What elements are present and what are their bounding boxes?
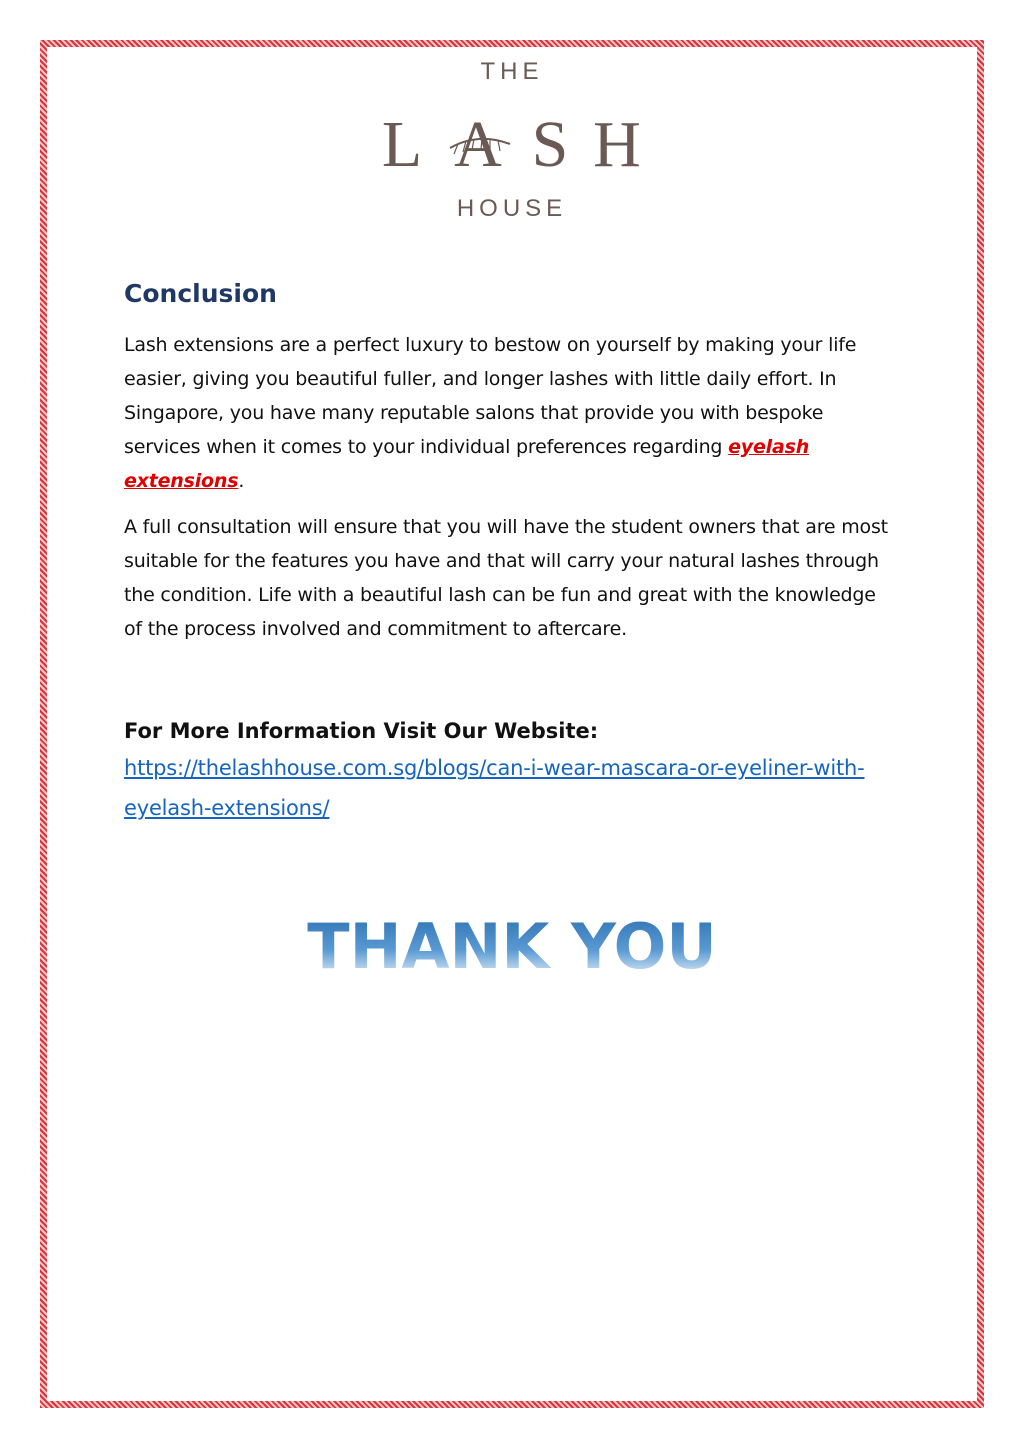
thank-you-text: THANK YOU	[307, 910, 717, 983]
paragraph-consultation: A full consultation will ensure that you will have the student owners that are most suitable for the features you have and that will carry your natural lashes through the condition. Life with a beautiful lash can be fun and great with the knowledge of the process involved and commitment to aftercare.	[124, 516, 888, 640]
lash-house-logo	[362, 52, 662, 232]
article-section	[124, 276, 894, 658]
logo-bottom-text: HOUSE	[456, 195, 568, 222]
logo-letter-s: S	[531, 108, 569, 181]
logo-letter-l: L	[381, 108, 423, 181]
more-info-section	[124, 714, 894, 828]
thank-you-banner	[0, 904, 1024, 984]
section-heading: Conclusion	[124, 279, 277, 308]
paragraph-intro	[124, 328, 894, 498]
eyelash-extensions-link[interactable]: eyelash extensions	[124, 436, 810, 492]
paragraph-intro-text: Lash extensions are a perfect luxury to bestow on yourself by making your life easier, giving you beautiful fuller, and longer lashes with little daily effort. In Singapore, you have many reputable salons that provide you with bespoke services when it comes to your individual preferences regarding	[124, 334, 857, 458]
website-link[interactable]: https://thelashhouse.com.sg/blogs/can-i-wear-mascara-or-eyeliner-with-eyelash-extensions/	[124, 756, 865, 820]
paragraph-intro-end: .	[238, 470, 245, 492]
logo-letter-a: A	[454, 108, 502, 181]
logo-top-text: THE	[480, 58, 544, 85]
more-info-label: For More Information Visit Our Website:	[124, 719, 599, 743]
logo-letter-h: H	[593, 108, 641, 181]
